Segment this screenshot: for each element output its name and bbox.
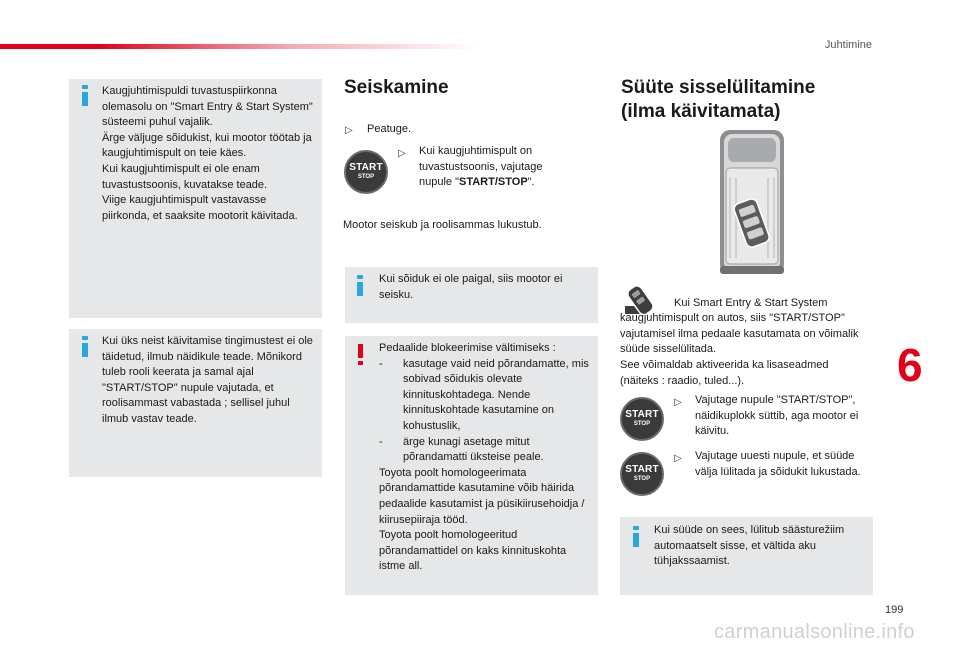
info-icon — [633, 526, 640, 547]
start-stop-button-icon: START STOP — [344, 150, 388, 194]
info-text-vehicle-moving: Kui sõiduk ei ole paigal, siis mootor ei seisku. — [379, 273, 563, 301]
bullet-icon: ▷ — [345, 125, 353, 136]
step-ignition-on: Vajutage nupule "START/STOP", näidikuplokk süttib, aga mootor ei käivitu. — [695, 394, 859, 438]
step-ignition-off: Vajutage uuesti nupule, et süüde välja lülitada ja sõidukit lukustada. — [695, 450, 861, 478]
chapter-number: 6 — [897, 339, 923, 391]
bullet-icon: ▷ — [398, 148, 406, 159]
info-text-economy-mode: Kui süüde on sees, lülitub säästurežiim automaatselt sisse, et vältida aku tühjakssaamist. — [654, 524, 845, 568]
info-text-detection-zone: Kaugjuhtimispuldi tuvastuspiirkonna olemasolu on "Smart Entry & Start System" süsteemi puhul vajalik. Ärge väljuge sõidukist, kui mootor töötab ja kaugjuhtimispult on teie käes. Kui kaugjuhtimispult ei ole enam tuvastustsoonis, kuvatakse teade. Viige kaugjuhtimispult vastavasse piirkonda, et saaksite mootorit käivitada. — [102, 85, 313, 222]
heading-ignition-on: Süüte sisselülitamine (ilma käivitamata) — [621, 77, 816, 122]
header-accent-bar — [0, 44, 480, 49]
info-icon — [82, 336, 89, 357]
heading-stopping: Seiskamine — [344, 77, 449, 98]
warning-icon — [358, 344, 365, 365]
watermark: carmanualsonline.info — [714, 621, 915, 643]
start-stop-button-icon: START STOP — [620, 452, 664, 496]
step-stop-vehicle: Peatuge. — [367, 123, 412, 135]
stop-result-text: Mootor seiskub ja roolisammas lukustub. — [343, 219, 542, 231]
info-icon — [82, 85, 89, 106]
step-press-start-stop: Kui kaugjuhtimispult on tuvastustsoonis, vajutage nupule "START/STOP". — [419, 145, 543, 189]
page-number: 199 — [885, 604, 904, 616]
section-title: Juhtimine — [824, 39, 872, 51]
info-icon — [357, 275, 364, 296]
ignition-intro-text: Kui Smart Entry & Start System kaugjuhtimispult on autos, siis "START/STOP" vajutamisel ilma pedaale kasutamata on võimalik süüde sisselülitada. See võimaldab aktiveerida ka lisaseadmed (näiteks : raadio, tuled...). — [620, 296, 859, 387]
start-stop-button-icon: START STOP — [620, 397, 664, 441]
bullet-icon: ▷ — [674, 397, 682, 408]
info-text-start-conditions: Kui üks neist käivitamise tingimustest ei ole täidetud, ilmub näidikule teade. Mõnikord tuleb rooli keerata ja samal ajal "START/STOP" nupule vajutada, et roolisammast vabastada ; sellisel juhul ilmub vastav teade. — [102, 335, 313, 425]
warning-text-floor-mats: Pedaalide blokeerimise vältimiseks : - kasutage vaid neid põrandamatte, mis sobivad sõidukis olevate kinnituskohtadega. Nende kinnituskohtade kasutamine on kohustuslik, - ärge kunagi asetage mitut põrandamatti üksteise peale. Toyota poolt homologeerimata põrandamattide kasutamine võib häirida pedaalide kasutamist ja püsikiirusehoidja / kiirusepiiraja tööd. Toyota poolt homologeeritud põrandamattidel on kaks kinnituskohta istme all. — [379, 342, 589, 573]
car-top-view-icon — [716, 128, 788, 276]
bullet-icon: ▷ — [674, 453, 682, 464]
